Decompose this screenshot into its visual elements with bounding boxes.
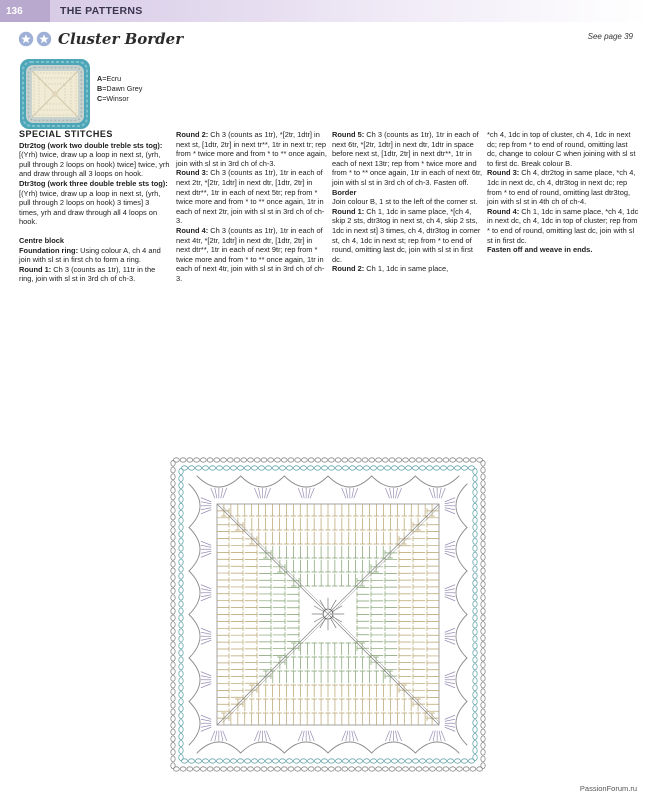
round1-instruction: Round 1: Ch 3 (counts as 1tr), 11tr in the ring, join with sl st in 3rd ch of ch-3. [19, 264, 156, 284]
watermark: PassionForum.ru [579, 784, 637, 793]
dtr3tog-instruction: Dtr3tog (work three double treble sts tog): [(Yrh) twice, draw up a loop in next st, (yrh, pull through 2 loops on hook) 3 times] 3 times, yrh and draw through all 4 loops on hook. [19, 178, 168, 227]
round4-instruction: Round 4: Ch 3 (counts as 1tr), 1tr in each of next 4tr, *[2tr, 1dtr] in next dtr, [1dtr, 2tr] in next dtr**, 1tr in each of next 9tr; rep from * twice more and from * to ** once again, 1tr in each of next 4tr, join with sl st in 3rd ch of ch-3. [176, 225, 325, 283]
color-key-c: C=Winsor [97, 94, 129, 103]
difficulty-rating [18, 31, 52, 47]
border-round2-instruction: Round 2: Ch 1, 1dc in same place, [332, 264, 449, 274]
section-bar [50, 0, 647, 22]
round3-instruction: Round 3: Ch 3 (counts as 1tr), 1tr in each of next 2tr, *[2tr, 1dtr] in next dtr, [1dtr, 2tr] in next dtr**, 1tr in each of next 5tr; rep from * twice more and from * to ** once again, 1tr in each of next 2tr, join with sl st in 3rd ch of ch-3. [176, 168, 325, 226]
border-intro: Join colour B, 1 st to the left of the corner st. [332, 197, 478, 207]
swatch-image [19, 58, 91, 130]
column-1 [19, 130, 171, 284]
centre-block-heading: Centre block [19, 235, 65, 245]
column-4 [487, 130, 639, 255]
border-round3-instruction: Round 3: Ch 4, dtr2tog in same place, *ch 4, 1dc in next dc, ch 4, dtr3tog in next dc; rep from * to end of round, omitting last dtr3tog, join with sl st in 4th ch of ch-4. [487, 168, 636, 207]
border-round2-continued: *ch 4, 1dc in top of cluster, ch 4, 1dc in next dc; rep from * to end of round, omitting last dc, change to colour C when joining with sl st to first dc. Break colour B. [487, 130, 636, 168]
round5-instruction: Round 5: Ch 3 (counts as 1tr), 1tr in each of next 6tr, *[2tr, 1dtr] in next dtr, 1dtr in space before next st, [1dtr, 2tr] in next dtr**, 1tr in each of next 13tr; rep from * twice more and from * to ** once again, 1tr in each of next 6tr, join with sl st in 3rd ch of ch-3. Fasten off. [332, 130, 483, 187]
title-row [18, 28, 633, 50]
pattern-title: Cluster Border [58, 30, 184, 48]
star-icon [18, 31, 34, 47]
dtr2tog-instruction: Dtr2tog (work two double treble sts tog): [(Yrh) twice, draw up a loop in next st, (yrh, pull through 2 loops on hook) twice] twice, yrh and draw through all 3 loops on hook. [19, 140, 170, 179]
crochet-chart [163, 452, 493, 777]
page-header [0, 0, 647, 22]
section-title: THE PATTERNS [60, 5, 143, 17]
page-number: 136 [0, 0, 50, 22]
foundation-instruction: Foundation ring: Using colour A, ch 4 and join with sl st in first ch to form a ring. [19, 245, 161, 265]
round2-instruction: Round 2: Ch 3 (counts as 1tr), *[2tr, 1dtr] in next st, [1dtr, 2tr] in next tr**, 1tr in next tr; rep from * twice more and from * to ** once again, join with sl st in 3rd ch of ch-3. [176, 130, 327, 168]
column-2 [176, 130, 328, 284]
star-icon [36, 31, 52, 47]
border-heading: Border [332, 187, 357, 197]
border-round1-instruction: Round 1: Ch 1, 1dc in same place, *[ch 4, skip 2 sts, dtr3tog in next st, ch 4, skip 2 sts, 1dc in next st] 3 times, ch 4, dtr3tog in corner st, ch 4, 1dc in next st; rep from * to end of round, omitting last dc, join with sl st in first dc. [332, 206, 481, 264]
see-page-reference: See page 39 [587, 32, 633, 41]
color-key-a: A=Ecru [97, 74, 122, 83]
fasten-off-instruction: Fasten off and weave in ends. [487, 245, 593, 255]
column-3 [332, 130, 484, 274]
color-key [97, 74, 142, 104]
border-round4-instruction: Round 4: Ch 1, 1dc in same place, *ch 4, 1dc in next dc, ch 4, 1dc in top of cluster; rep from * to end of round, omitting last dc, join with sl st in first dc. [487, 206, 639, 245]
color-key-b: B=Dawn Grey [97, 84, 143, 93]
special-stitches-heading: SPECIAL STITCHES [19, 129, 113, 139]
